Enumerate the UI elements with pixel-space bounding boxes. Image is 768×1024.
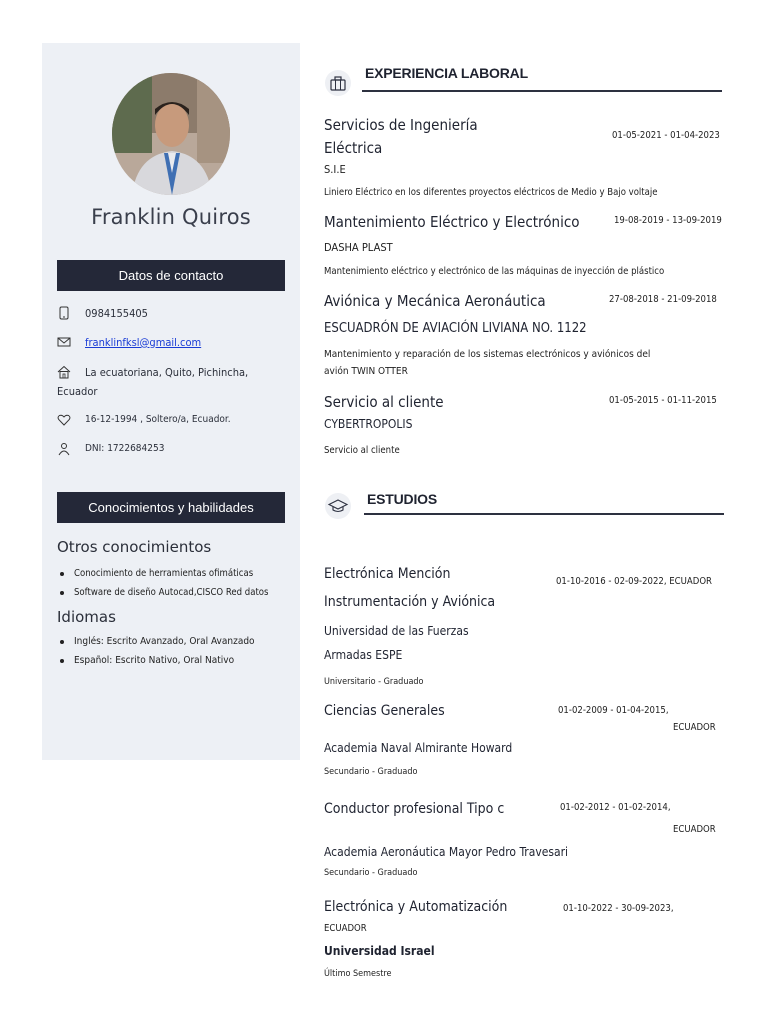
edu1-degree-line2: Instrumentación y Aviónica — [324, 594, 496, 610]
edu2-dates: 01-02-2009 - 01-04-2015, — [558, 705, 669, 716]
job1-dates: 01-05-2021 - 01-04-2023 — [612, 130, 720, 141]
skills-header: Conocimientos y habilidades — [57, 492, 285, 523]
email-link[interactable]: franklinfksl@gmail.com — [85, 336, 202, 349]
edu4-school: Universidad Israel — [324, 944, 435, 958]
edu1-school-line1: Universidad de las Fuerzas — [324, 624, 469, 638]
edu3-level: Secundario - Graduado — [324, 868, 418, 878]
phone-icon — [57, 306, 71, 320]
job3-company: ESCUADRÓN DE AVIACIÓN LIVIANA NO. 1122 — [324, 321, 587, 336]
job1-role-line1: Servicios de Ingeniería — [324, 116, 478, 134]
edu1-school-line2: Armadas ESPE — [324, 648, 403, 662]
experience-title: EXPERIENCIA LABORAL — [365, 65, 528, 81]
address-line2: Ecuador — [57, 385, 98, 398]
job1-description: Liniero Eléctrico en los diferentes proyectos eléctricos de Medio y Bajo voltaje — [324, 187, 658, 198]
job2-company: DASHA PLAST — [324, 241, 393, 254]
birth-text: 16-12-1994 , Soltero/a, Ecuador. — [85, 414, 231, 425]
list-item: Español: Escrito Nativo, Oral Nativo — [57, 654, 297, 673]
edu1-dates: 01-10-2016 - 02-09-2022, ECUADOR — [556, 576, 712, 587]
education-title: ESTUDIOS — [367, 491, 437, 507]
edu3-dates: 01-02-2012 - 01-02-2014, — [560, 802, 671, 813]
edu3-country: ECUADOR — [673, 824, 716, 835]
job3-dates: 27-08-2018 - 21-09-2018 — [609, 294, 717, 305]
job4-dates: 01-05-2015 - 01-11-2015 — [609, 395, 717, 406]
job3-description-line1: Mantenimiento y reparación de los sistemas electrónicos y aviónicos del — [324, 349, 651, 360]
edu3-degree: Conductor profesional Tipo c — [324, 801, 505, 817]
list-item: Inglés: Escrito Avanzado, Oral Avanzado — [57, 635, 297, 654]
job4-role: Servicio al cliente — [324, 393, 444, 411]
mail-icon — [57, 335, 71, 349]
list-item: Software de diseño Autocad,CISCO Red datos — [57, 586, 297, 605]
education-divider — [364, 513, 724, 515]
dni-text: DNI: 1722684253 — [85, 443, 165, 454]
experience-divider — [362, 90, 722, 92]
job2-role: Mantenimiento Eléctrico y Electrónico — [324, 213, 580, 231]
languages-title: Idiomas — [57, 608, 116, 626]
graduation-cap-icon — [325, 493, 351, 519]
edu1-level: Universitario - Graduado — [324, 677, 424, 687]
heart-icon — [57, 413, 71, 427]
edu3-school: Academia Aeronáutica Mayor Pedro Travesari — [324, 845, 569, 859]
contact-header: Datos de contacto — [57, 260, 285, 291]
edu2-level: Secundario - Graduado — [324, 767, 418, 777]
edu2-country: ECUADOR — [673, 722, 716, 733]
other-knowledge-list — [57, 567, 297, 605]
profile-photo — [112, 73, 230, 195]
edu4-country: ECUADOR — [324, 923, 367, 934]
list-item: Conocimiento de herramientas ofimáticas — [57, 567, 297, 586]
edu4-dates: 01-10-2022 - 30-09-2023, — [563, 903, 674, 914]
address-line1: La ecuatoriana, Quito, Pichincha, — [85, 366, 249, 379]
avatar — [112, 73, 230, 195]
edu4-level: Último Semestre — [324, 969, 392, 979]
job2-description: Mantenimiento eléctrico y electrónico de las máquinas de inyección de plástico — [324, 266, 665, 277]
graduation-icon-badge — [325, 493, 351, 519]
job1-company: S.I.E — [324, 163, 346, 176]
job3-description-line2: avión TWIN OTTER — [324, 366, 408, 377]
sidebar — [42, 43, 300, 760]
other-knowledge-title: Otros conocimientos — [57, 538, 212, 556]
candidate-name: Franklin Quiros — [91, 205, 251, 229]
job4-company: CYBERTROPOLIS — [324, 417, 413, 431]
job1-role-line2: Eléctrica — [324, 139, 383, 157]
briefcase-icon-badge — [325, 70, 351, 96]
languages-list — [57, 635, 297, 673]
phone-text: 0984155405 — [85, 307, 148, 320]
job2-dates: 19-08-2019 - 13-09-2019 — [614, 215, 722, 226]
edu4-degree: Electrónica y Automatización — [324, 899, 508, 915]
edu1-degree-line1: Electrónica Mención — [324, 566, 451, 582]
edu2-school: Academia Naval Almirante Howard — [324, 741, 513, 755]
job4-description: Servicio al cliente — [324, 445, 400, 456]
person-icon — [57, 442, 71, 456]
job3-role: Aviónica y Mecánica Aeronáutica — [324, 292, 546, 310]
briefcase-icon — [325, 70, 351, 96]
edu2-degree: Ciencias Generales — [324, 703, 445, 719]
home-icon — [57, 365, 71, 379]
